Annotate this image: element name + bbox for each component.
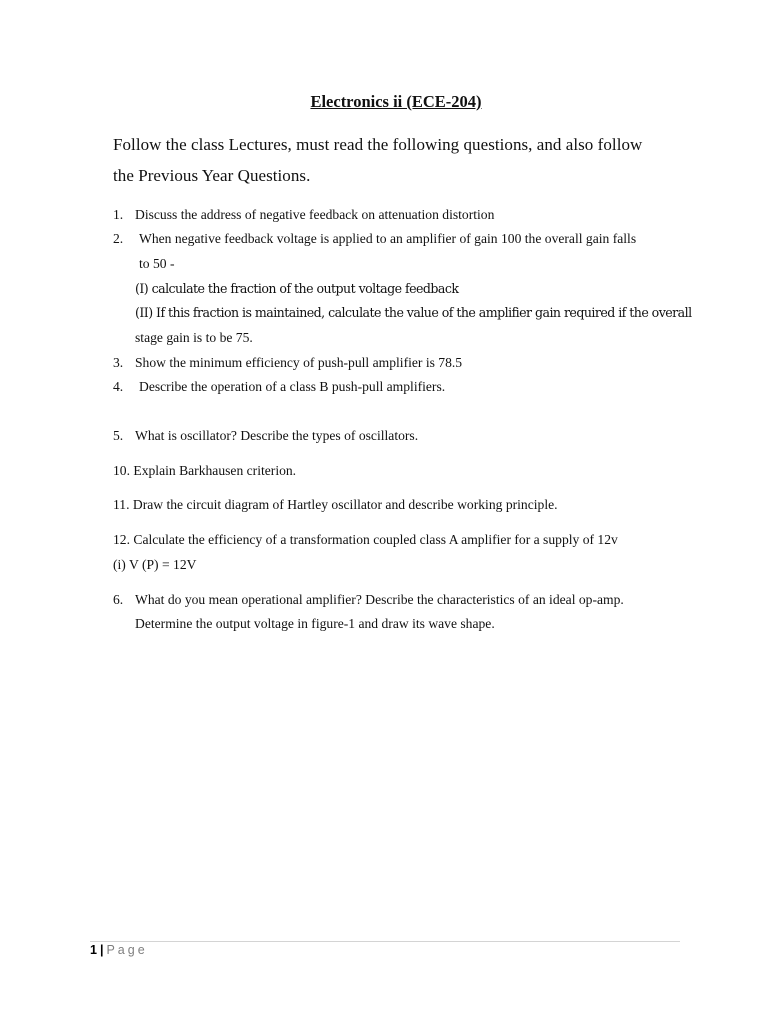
- question-text: What do you mean operational amplifier? Describe the characteristics of an ideal op-amp.: [135, 592, 624, 607]
- question-11: 11. Draw the circuit diagram of Hartley oscillator and describe working principle.: [113, 497, 558, 512]
- page-separator: |: [99, 943, 104, 957]
- question-text: 12. Calculate the efficiency of a transformation coupled class A amplifier for a supply of 12v: [113, 532, 618, 547]
- question-text-continued: Determine the output voltage in figure-1 and draw its wave shape.: [135, 616, 495, 631]
- question-text: Discuss the address of negative feedback on attenuation distortion: [135, 207, 495, 222]
- intro-line-1: Follow the class Lectures, must read the following questions, and also follow: [113, 135, 643, 154]
- question-text: Describe the operation of a class B push-pull amplifiers.: [139, 379, 446, 394]
- sub-question-1: (I) calculate the fraction of the output voltage feedback: [135, 281, 459, 296]
- question-number: 2.: [113, 231, 124, 246]
- page-number: 1: [90, 943, 97, 957]
- document-title: Electronics ii (ECE-204): [310, 92, 482, 111]
- question-number: 5.: [113, 428, 124, 443]
- question-number: 3.: [113, 355, 124, 370]
- intro-line-2: the Previous Year Questions.: [113, 166, 311, 185]
- question-text-continued: to 50 -: [139, 256, 175, 271]
- question-text: Show the minimum efficiency of push-pull amplifier is 78.5: [135, 355, 463, 370]
- question-number: 6.: [113, 592, 124, 607]
- footer-divider: [90, 941, 680, 942]
- question-number: 1.: [113, 207, 124, 222]
- question-number: 4.: [113, 379, 124, 394]
- page-footer: [90, 943, 148, 957]
- sub-question-2: (II) If this fraction is maintained, calculate the value of the amplifier gain required if the overall: [135, 305, 692, 320]
- question-10: 10. Explain Barkhausen criterion.: [113, 463, 297, 478]
- question-text: When negative feedback voltage is applied to an amplifier of gain 100 the overall gain falls: [139, 231, 637, 246]
- question-text-continued: (i) V (P) = 12V: [113, 557, 197, 572]
- question-text: What is oscillator? Describe the types of oscillators.: [135, 428, 419, 443]
- page-label: Page: [106, 943, 148, 957]
- sub-question-2-continued: stage gain is to be 75.: [135, 330, 253, 345]
